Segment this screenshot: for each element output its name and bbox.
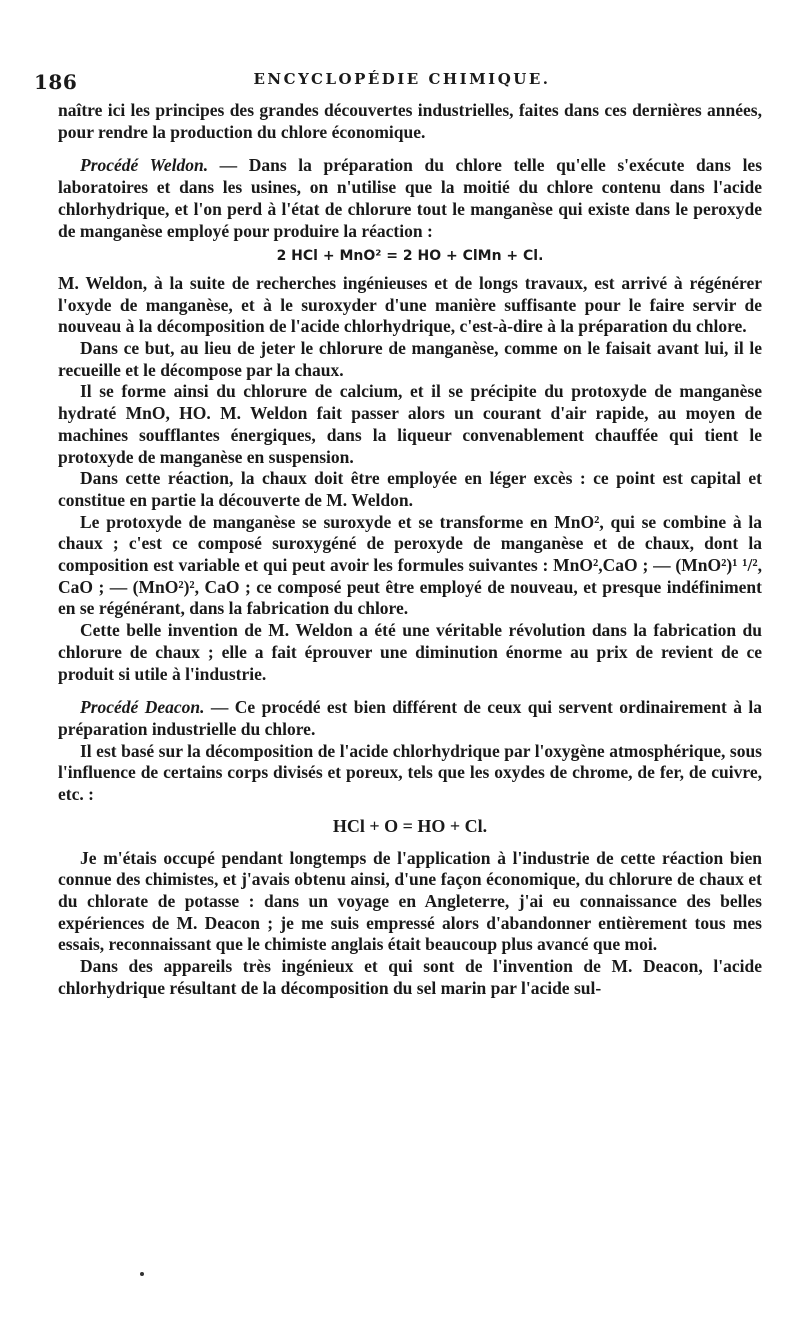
- paragraph: naître ici les principes des grandes découvertes industrielles, faites dans ces dernières années, pour rendre la production du chlore économique.: [58, 100, 762, 142]
- paragraph-text: — Dans la préparation du chlore telle qu'elle s'exécute dans les laboratoires et dans les usines, on n'utilise que la moitié du chlore contenu dans l'acide chlorhydrique, et l'on perd à l'état de chlorure tout le manganèse qui existe dans le peroxyde de manganèse employé pour produire la réaction :: [58, 155, 763, 241]
- paragraph: M. Weldon, à la suite de recherches ingénieuses et de longs travaux, est arrivé à régénérer l'oxyde de manganèse, et à le suroxyder d'une manière suffisante pour le faire servir de nouveau à la décomposition de l'acide chlorhydrique, c'est-à-dire à la préparation du chlore.: [58, 272, 762, 337]
- paragraph: Il est basé sur la décomposition de l'acide chlorhydrique par l'oxygène atmosphérique, sous l'influence de certains corps divisés et poreux, tels que les oxydes de chrome, de fer, de cuivre, etc. :: [58, 740, 762, 805]
- paragraph: Il se forme ainsi du chlorure de calcium, et il se précipite du protoxyde de manganèse hydraté MnO, HO. M. Weldon fait passer alors un courant d'air rapide, au moyen de machines soufflantes énergiques, dans la liqueur convenablement chauffée qui tient le protoxyde de manganèse en suspension.: [58, 381, 762, 467]
- section-heading-weldon: Procédé Weldon.: [80, 155, 209, 176]
- paragraph-deacon-intro: [58, 697, 762, 740]
- body-text: [58, 100, 762, 999]
- section-heading-deacon: Procédé Deacon.: [80, 697, 205, 718]
- paragraph: Cette belle invention de M. Weldon a été une véritable révolution dans la fabrication du chlorure de chaux ; elle a fait éprouver une diminution énorme au prix de revient de ce produit si utile à l'industrie.: [58, 620, 762, 684]
- paragraph: Dans ce but, au lieu de jeter le chlorure de manganèse, comme on le faisait avant lui, il le recueille et le décompose par la chaux.: [58, 338, 762, 380]
- paragraph-text: — Ce procédé est bien différent de ceux qui servent ordinairement à la préparation industrielle du chlore.: [58, 697, 762, 739]
- ink-spot: [140, 1272, 144, 1276]
- paragraph-weldon-intro: [58, 155, 762, 242]
- page-number: 186: [34, 70, 78, 94]
- running-head: [34, 66, 770, 96]
- paragraph: Dans cette réaction, la chaux doit être employée en léger excès : ce point est capital et constitue en partie la découverte de M. Weldon.: [58, 468, 762, 510]
- paragraph: Le protoxyde de manganèse se suroxyde et se transforme en MnO², qui se combine à la chaux ; c'est ce composé suroxygéné de peroxyde de manganèse et de chaux, dont la composition est variable et qui peut avoir les formules suivantes : MnO²,CaO ; — (MnO²)¹ ¹/², CaO ; — (MnO²)², CaO ; ce composé peut être employé de nouveau, et presque indéfiniment en se régénérant, dans la fabrication du chlore.: [58, 511, 762, 619]
- paragraph: Je m'étais occupé pendant longtemps de l'application à l'industrie de cette réaction bien connue des chimistes, et j'avais obtenu ainsi, d'une façon économique, du chlorure de chaux et du chlorate de potasse : dans un voyage en Angleterre, j'ai eu connaissance des belles expériences de M. Deacon ; je me suis empressé alors d'abandonner entièrement tous mes essais, reconnaissant que le chimiste anglais était beaucoup plus avancé que moi.: [58, 847, 762, 955]
- equation: 2 HCl + MnO² = 2 HO + ClMn + Cl.: [276, 248, 544, 265]
- running-title: ENCYCLOPÉDIE CHIMIQUE.: [253, 70, 551, 88]
- paragraph: Dans des appareils très ingénieux et qui sont de l'invention de M. Deacon, l'acide chlorhydrique résultant de la décomposition du sel marin par l'acide sul-: [58, 956, 762, 998]
- equation: HCl + O = HO + Cl.: [332, 815, 488, 836]
